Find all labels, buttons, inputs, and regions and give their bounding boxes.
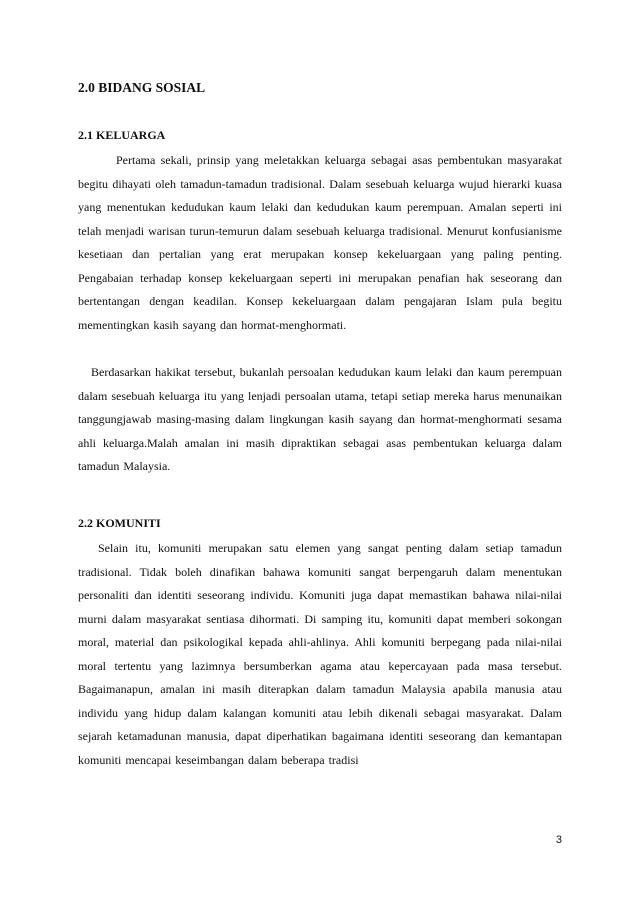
- page-number: 3: [555, 834, 562, 846]
- subsection-title-komuniti: 2.2 KOMUNITI: [78, 516, 161, 530]
- section-title: 2.0 BIDANG SOSIAL: [78, 80, 206, 95]
- keluarga-paragraph-2: Berdasarkan hakikat tersebut, bukanlah persoalan kedudukan kaum lelaki dan kaum perempuan dalam sesebuah keluarga itu yang lenjadi persoalan utama, tetapi setiap mereka harus menunaikan tanggungjawab masing-masing dalam lingkungan kasih sayang dan hormat-menghormati sesama ahli keluarga.Malah amalan ini masih dipraktikan sebagai asas pembentukan keluarga dalam tamadun Malaysia.: [78, 365, 562, 473]
- keluarga-paragraph-1: Pertama sekali, prinsip yang meletakkan keluarga sebagai asas pembentukan masyarakat begitu dihayati oleh tamadun-tamadun tradisional. Dalam sesebuah keluarga wujud hierarki kuasa yang menentukan kedudukan kaum lelaki dan kedudukan kaum perempuan. Amalan seperti ini telah menjadi warisan turun-temurun dalam sesebuah keluarga tradisional. Menurut konfusianisme kesetiaan dan pertalian yang erat merupakan konsep kekeluargaan yang paling penting. Pengabaian terhadap konsep kekeluargaan seperti ini merupakan penafian hak seseorang dan bertentangan dengan keadilan. Konsep kekeluargaan dalam pengajaran Islam pula begitu mementingkan kasih sayang dan hormat-menghormati.: [78, 153, 562, 332]
- komuniti-paragraph-1: Selain itu, komuniti merupakan satu elemen yang sangat penting dalam setiap tamadun tradisional. Tidak boleh dinafikan bahawa komuniti sangat berpengaruh dalam menentukan personaliti dan identiti seseorang individu. Komuniti juga dapat memastikan bahawa nilai-nilai murni dalam masyarakat sentiasa dihormati. Di samping itu, komuniti dapat memberi sokongan moral, material dan psikologikal kepada ahli-ahlinya. Ahli komuniti berpegang pada nilai-nilai moral tertentu yang lazimnya bersumberkan agama atau kepercayaan pada masa tersebut. Bagaimanapun, amalan ini masih diterapkan dalam tamadun Malaysia apabila manusia atau individu yang hidup dalam kalangan komuniti atau lebih dikenali sebagai masyarakat. Dalam sejarah ketamadunan manusia, dapat diperhatikan bagaimana identiti seseorang dan kemantapan komuniti mencapai keseimbangan dalam beberapa tradisi: [78, 541, 562, 767]
- subsection-title-keluarga: 2.1 KELUARGA: [78, 128, 166, 142]
